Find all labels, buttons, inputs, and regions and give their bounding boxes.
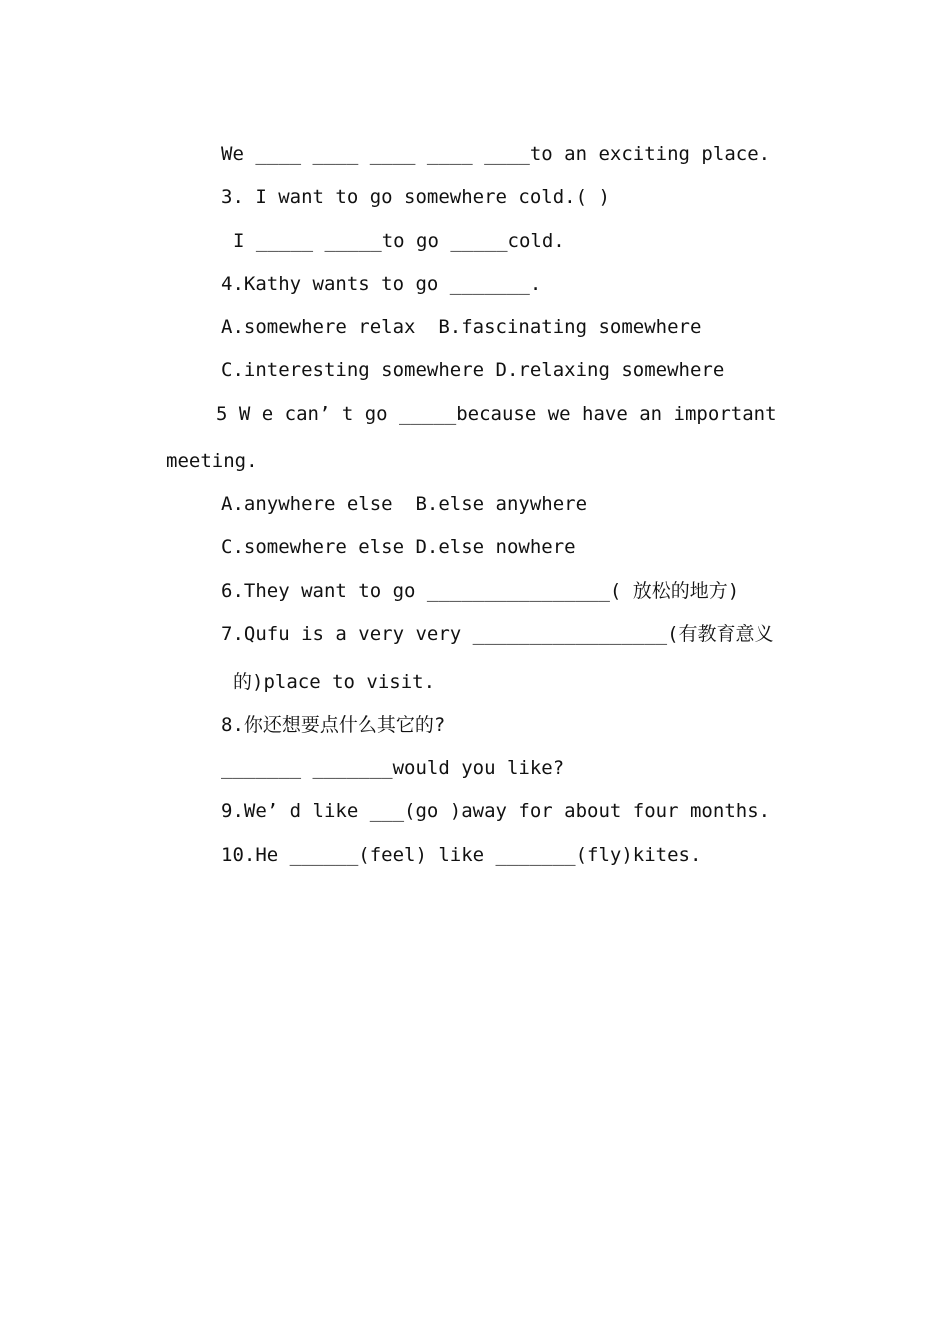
line-we-exciting-place: We ____ ____ ____ ____ ____to an exciting place. [221, 143, 771, 165]
question-8: 8.你还想要点什么其它的? [221, 714, 446, 736]
question-6: 6.They want to go ________________( 放松的地方) [221, 580, 740, 602]
question-4-options-cd: C.interesting somewhere D.relaxing somewhere [221, 359, 725, 381]
question-8-answer: _______ _______would you like? [221, 757, 565, 779]
question-5: 5 W e can’ t go _____because we have an important [216, 403, 777, 425]
question-10: 10.He ______(feel) like _______(fly)kites. [221, 844, 702, 866]
question-9: 9.We’ d like ___(go )away for about four months. [221, 800, 771, 822]
question-5-options-cd: C.somewhere else D.else nowhere [221, 536, 576, 558]
question-3: 3. I want to go somewhere cold.( ) [221, 186, 610, 208]
question-3-rewrite: I _____ _____to go _____cold. [233, 230, 565, 252]
question-4-options-ab: A.somewhere relax B.fascinating somewhere [221, 316, 702, 338]
question-5-options-ab: A.anywhere else B.else anywhere [221, 493, 588, 515]
question-7: 7.Qufu is a very very _________________(有教育意义 [221, 623, 774, 645]
question-4: 4.Kathy wants to go _______. [221, 273, 542, 295]
question-7-continued: 的)place to visit. [233, 671, 436, 693]
question-5-continued: meeting. [166, 450, 258, 472]
